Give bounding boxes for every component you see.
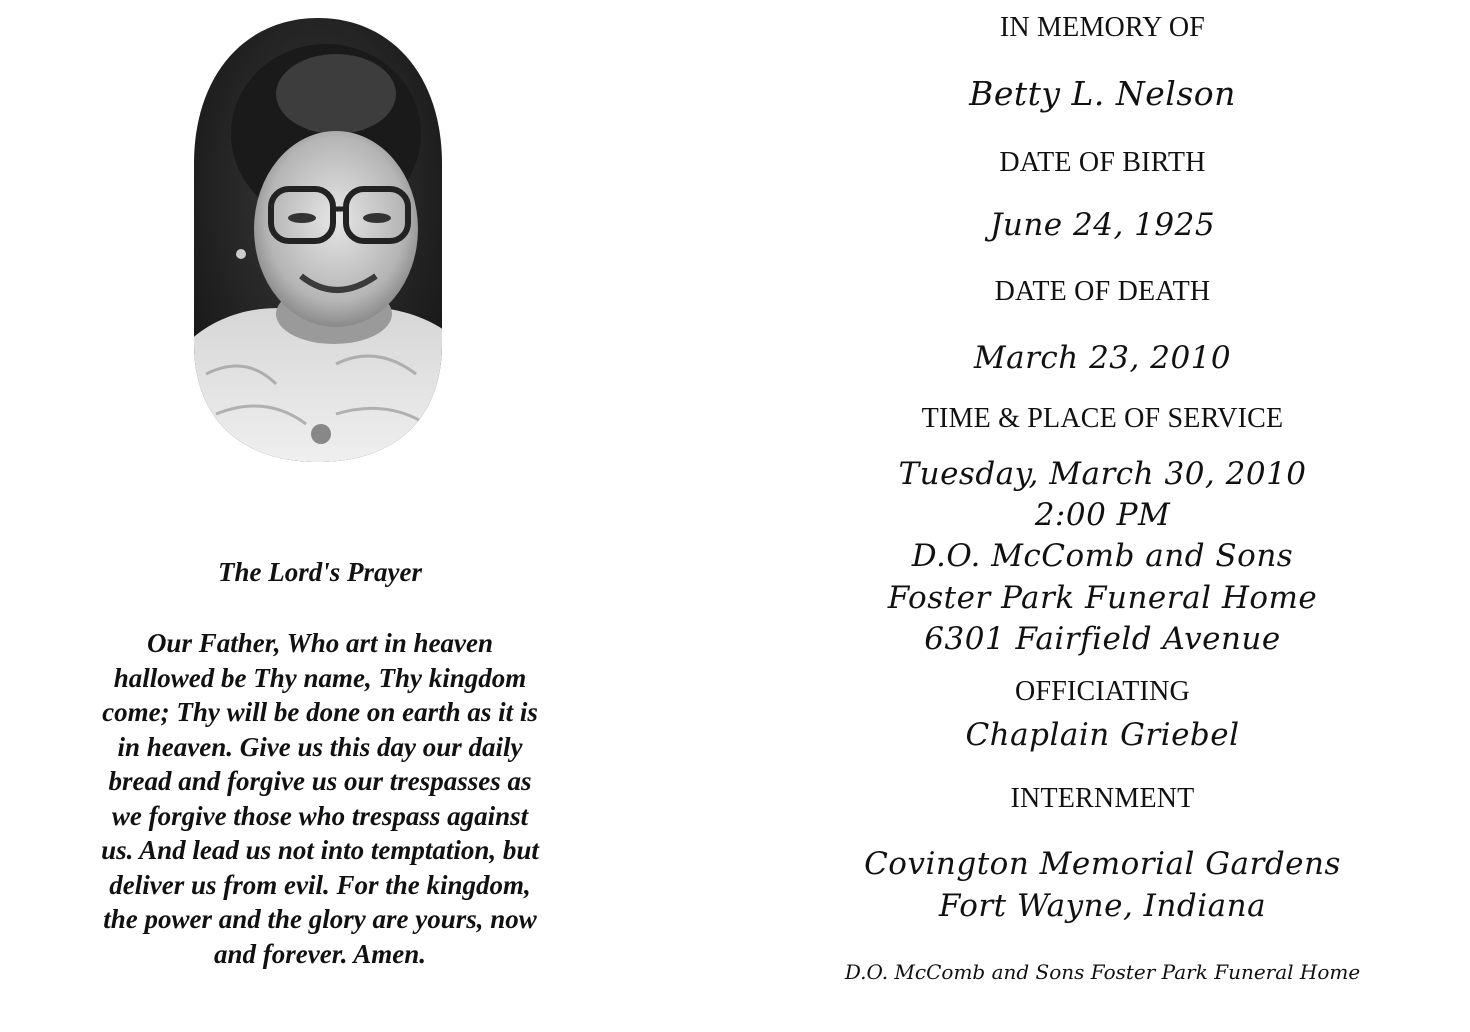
deceased-name: Betty L. Nelson [969, 74, 1236, 113]
prayer-line: we forgive those who trespass against [111, 800, 529, 831]
officiating-label: OFFICIATING [1015, 676, 1190, 707]
right-panel [735, 0, 1470, 1032]
service-date: Tuesday, March 30, 2010 [898, 456, 1307, 492]
portrait-photo [186, 14, 450, 466]
service-address: 6301 Fairfield Avenue [924, 621, 1281, 657]
prayer-line: Our Father, Who art in heaven [146, 628, 494, 658]
service-label: TIME & PLACE OF SERVICE [921, 403, 1284, 434]
prayer-title: The Lord's Prayer [218, 557, 422, 587]
death-label: DATE OF DEATH [994, 276, 1211, 307]
in-memory-label: IN MEMORY OF [999, 12, 1206, 43]
internment-label: INTERNMENT [1010, 783, 1195, 814]
prayer-line: and forever. Amen. [214, 938, 426, 969]
funeral-home-line2: Foster Park Funeral Home [887, 580, 1318, 616]
officiant-name: Chaplain Griebel [965, 717, 1240, 753]
cemetery-name: Covington Memorial Gardens [864, 846, 1341, 882]
funeral-home-line1: D.O. McComb and Sons [911, 538, 1294, 574]
service-time: 2:00 PM [1034, 497, 1171, 533]
prayer-line: bread and forgive us our trespasses as [108, 766, 532, 796]
prayer-line: the power and the glory are yours, now [103, 904, 537, 934]
cemetery-location: Fort Wayne, Indiana [938, 888, 1267, 924]
prayer-line: deliver us from evil. For the kingdom, [109, 869, 531, 900]
prayer-line: hallowed be Thy name, Thy kingdom [113, 662, 527, 693]
death-date: March 23, 2010 [973, 340, 1232, 376]
prayer-body [40, 626, 600, 971]
prayer-line: us. And lead us not into temptation, but [101, 835, 539, 865]
prayer-line: in heaven. Give us this day our daily [117, 731, 523, 762]
birth-date: June 24, 1925 [989, 207, 1216, 243]
prayer-line: come; Thy will be done on earth as it is [102, 697, 538, 727]
birth-label: DATE OF BIRTH [999, 147, 1206, 178]
footer-funeral-home: D.O. McComb and Sons Foster Park Funeral Home [844, 960, 1361, 984]
